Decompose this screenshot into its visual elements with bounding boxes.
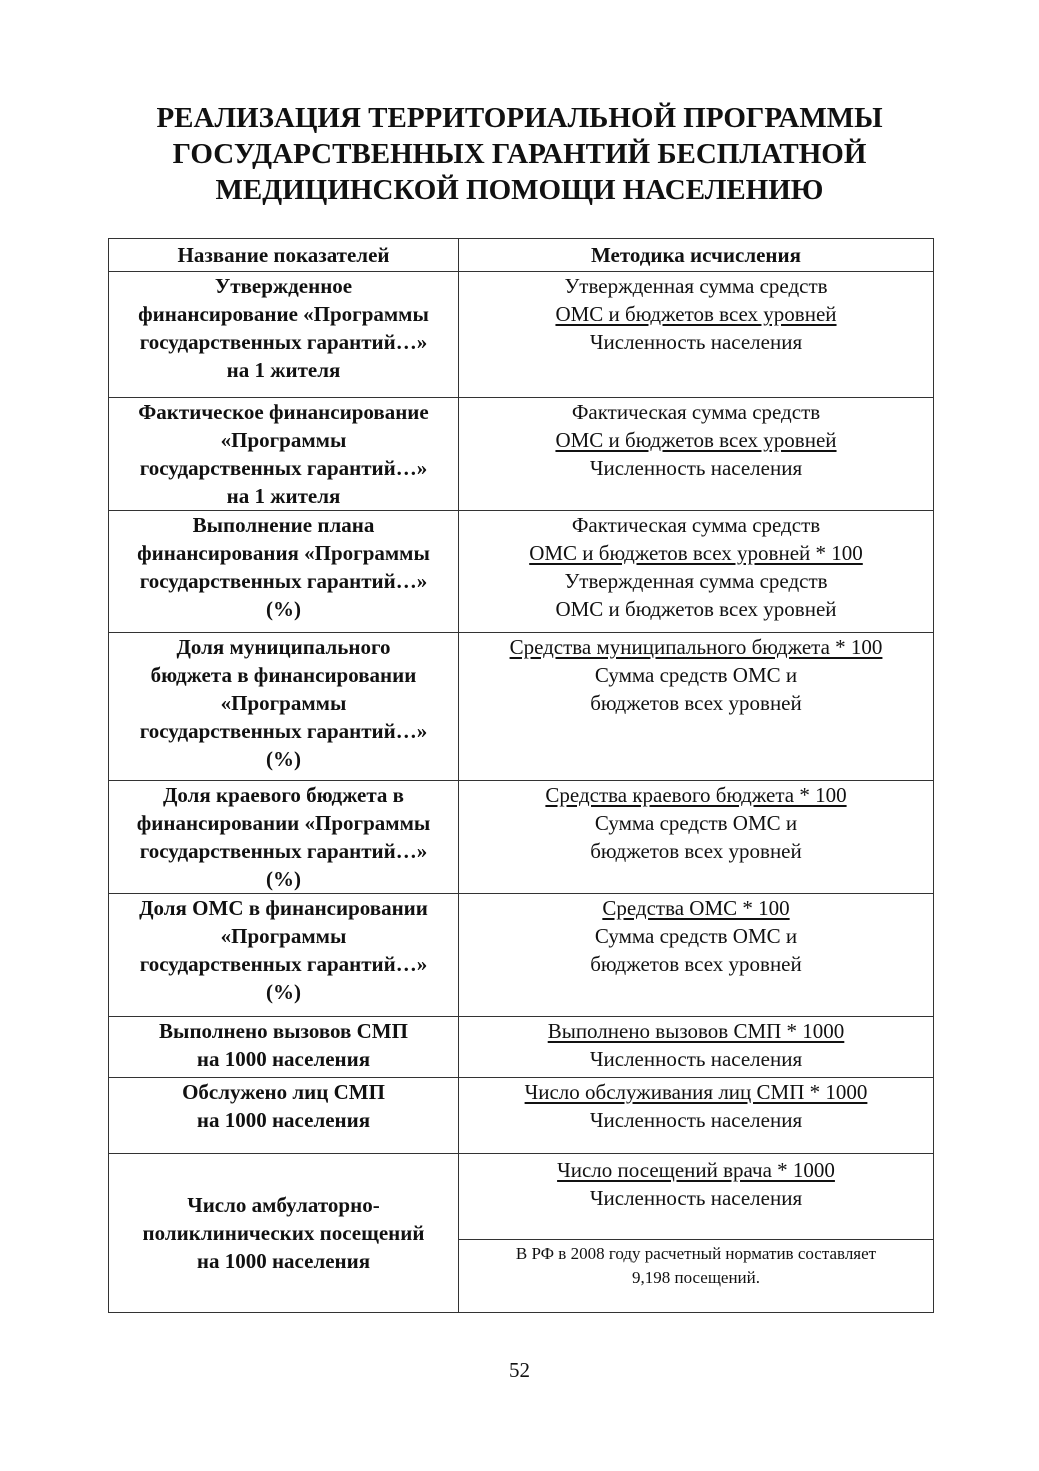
method-line: Утвержденная сумма средств — [564, 274, 828, 298]
name-line: на 1000 населения — [196, 1249, 371, 1273]
name-line: финансирование «Программы — [138, 302, 429, 326]
indicator-name — [109, 398, 459, 511]
name-line: Доля муниципального — [176, 635, 391, 659]
fraction-numerator: ОМС и бюджетов всех уровней — [555, 302, 837, 326]
indicator-name — [109, 1078, 459, 1154]
note-line: 9,198 посещений. — [632, 1268, 760, 1287]
name-line: Выполнено вызовов СМП — [159, 1019, 408, 1043]
method-line: Фактическая сумма средств — [571, 513, 821, 537]
name-line: Доля краевого бюджета в — [162, 783, 405, 807]
note-line: В РФ в 2008 году расчетный норматив составляет — [515, 1244, 877, 1263]
fraction-denominator: Сумма средств ОМС и — [594, 811, 798, 835]
table-header-row — [109, 239, 934, 272]
fraction-denominator: Численность населения — [589, 1047, 803, 1071]
name-line: Выполнение плана — [192, 513, 375, 537]
fraction-denominator: бюджетов всех уровней — [590, 839, 802, 863]
fraction-denominator: Численность населения — [589, 330, 803, 354]
page-title — [0, 100, 1039, 208]
name-line: «Программы — [220, 924, 347, 948]
title-line: МЕДИЦИНСКОЙ ПОМОЩИ НАСЕЛЕНИЮ — [215, 174, 824, 206]
calculation-note — [459, 1240, 934, 1313]
calculation-method — [459, 1154, 934, 1240]
indicator-name — [109, 633, 459, 781]
table-row — [109, 398, 934, 511]
name-line: (%) — [266, 747, 301, 771]
fraction-numerator: Число посещений врача * 1000 — [557, 1158, 835, 1182]
page-number: 52 — [509, 1358, 530, 1382]
name-line: государственных гарантий…» — [139, 952, 428, 976]
calculation-method — [459, 398, 934, 511]
calculation-method — [459, 1078, 934, 1154]
name-line: Утвержденное — [214, 274, 353, 298]
name-line: на 1000 населения — [196, 1047, 371, 1071]
name-line: Обслужено лиц СМП — [182, 1080, 385, 1104]
name-line: на 1000 населения — [196, 1108, 371, 1132]
fraction-numerator: ОМС и бюджетов всех уровней * 100 — [529, 541, 863, 565]
indicator-name — [109, 1154, 459, 1313]
name-line: финансирования «Программы — [137, 541, 430, 565]
indicator-name — [109, 781, 459, 894]
calculation-method — [459, 272, 934, 398]
name-line: финансировании «Программы — [136, 811, 431, 835]
name-line: государственных гарантий…» — [139, 839, 428, 863]
title-line: ГОСУДАРСТВЕННЫХ ГАРАНТИЙ БЕСПЛАТНОЙ — [172, 138, 867, 170]
table-row — [109, 781, 934, 894]
name-line: «Программы — [220, 428, 347, 452]
method-line: Фактическая сумма средств — [571, 400, 821, 424]
fraction-denominator: бюджетов всех уровней — [590, 952, 802, 976]
header-calculation-method: Методика исчисления — [459, 239, 934, 272]
fraction-denominator: Сумма средств ОМС и — [594, 924, 798, 948]
name-line: государственных гарантий…» — [139, 456, 428, 480]
name-line: (%) — [266, 597, 301, 621]
header-indicator-name: Название показателей — [109, 239, 459, 272]
fraction-denominator: Численность населения — [589, 1108, 803, 1132]
fraction-numerator: Выполнено вызовов СМП * 1000 — [547, 1019, 845, 1043]
name-line: Число амбулаторно- — [187, 1193, 380, 1217]
table-row — [109, 1154, 934, 1240]
fraction-numerator: Средства муниципального бюджета * 100 — [509, 635, 883, 659]
indicators-table — [108, 238, 934, 1313]
fraction-denominator: Утвержденная сумма средств — [564, 569, 828, 593]
fraction-denominator: Численность населения — [589, 1186, 803, 1210]
table-row — [109, 894, 934, 1017]
fraction-denominator: ОМС и бюджетов всех уровней — [555, 597, 837, 621]
fraction-numerator: Средства краевого бюджета * 100 — [545, 783, 847, 807]
fraction-denominator: Численность населения — [589, 456, 803, 480]
calculation-method — [459, 894, 934, 1017]
name-line: бюджета в финансировании — [150, 663, 417, 687]
name-line: Фактическое финансирование — [138, 400, 429, 424]
calculation-method — [459, 511, 934, 633]
table-row — [109, 1078, 934, 1154]
indicator-name — [109, 1017, 459, 1078]
table-row — [109, 633, 934, 781]
name-line: государственных гарантий…» — [139, 569, 428, 593]
indicator-name — [109, 511, 459, 633]
name-line: «Программы — [220, 691, 347, 715]
fraction-numerator: Средства ОМС * 100 — [602, 896, 790, 920]
fraction-numerator: ОМС и бюджетов всех уровней — [555, 428, 837, 452]
table-row — [109, 511, 934, 633]
name-line: на 1 жителя — [226, 358, 341, 382]
name-line: государственных гарантий…» — [139, 330, 428, 354]
calculation-method — [459, 781, 934, 894]
calculation-method — [459, 633, 934, 781]
table-row — [109, 1017, 934, 1078]
name-line: Доля ОМС в финансировании — [139, 896, 428, 920]
indicator-name — [109, 272, 459, 398]
name-line: государственных гарантий…» — [139, 719, 428, 743]
name-line: (%) — [266, 980, 301, 1004]
indicator-name — [109, 894, 459, 1017]
fraction-denominator: Сумма средств ОМС и — [594, 663, 798, 687]
name-line: поликлинических посещений — [142, 1221, 425, 1245]
title-line: РЕАЛИЗАЦИЯ ТЕРРИТОРИАЛЬНОЙ ПРОГРАММЫ — [156, 102, 883, 134]
name-line: на 1 жителя — [226, 484, 341, 508]
calculation-method — [459, 1017, 934, 1078]
fraction-numerator: Число обслуживания лиц СМП * 1000 — [524, 1080, 868, 1104]
fraction-denominator: бюджетов всех уровней — [590, 691, 802, 715]
name-line: (%) — [266, 867, 301, 891]
table-row — [109, 272, 934, 398]
